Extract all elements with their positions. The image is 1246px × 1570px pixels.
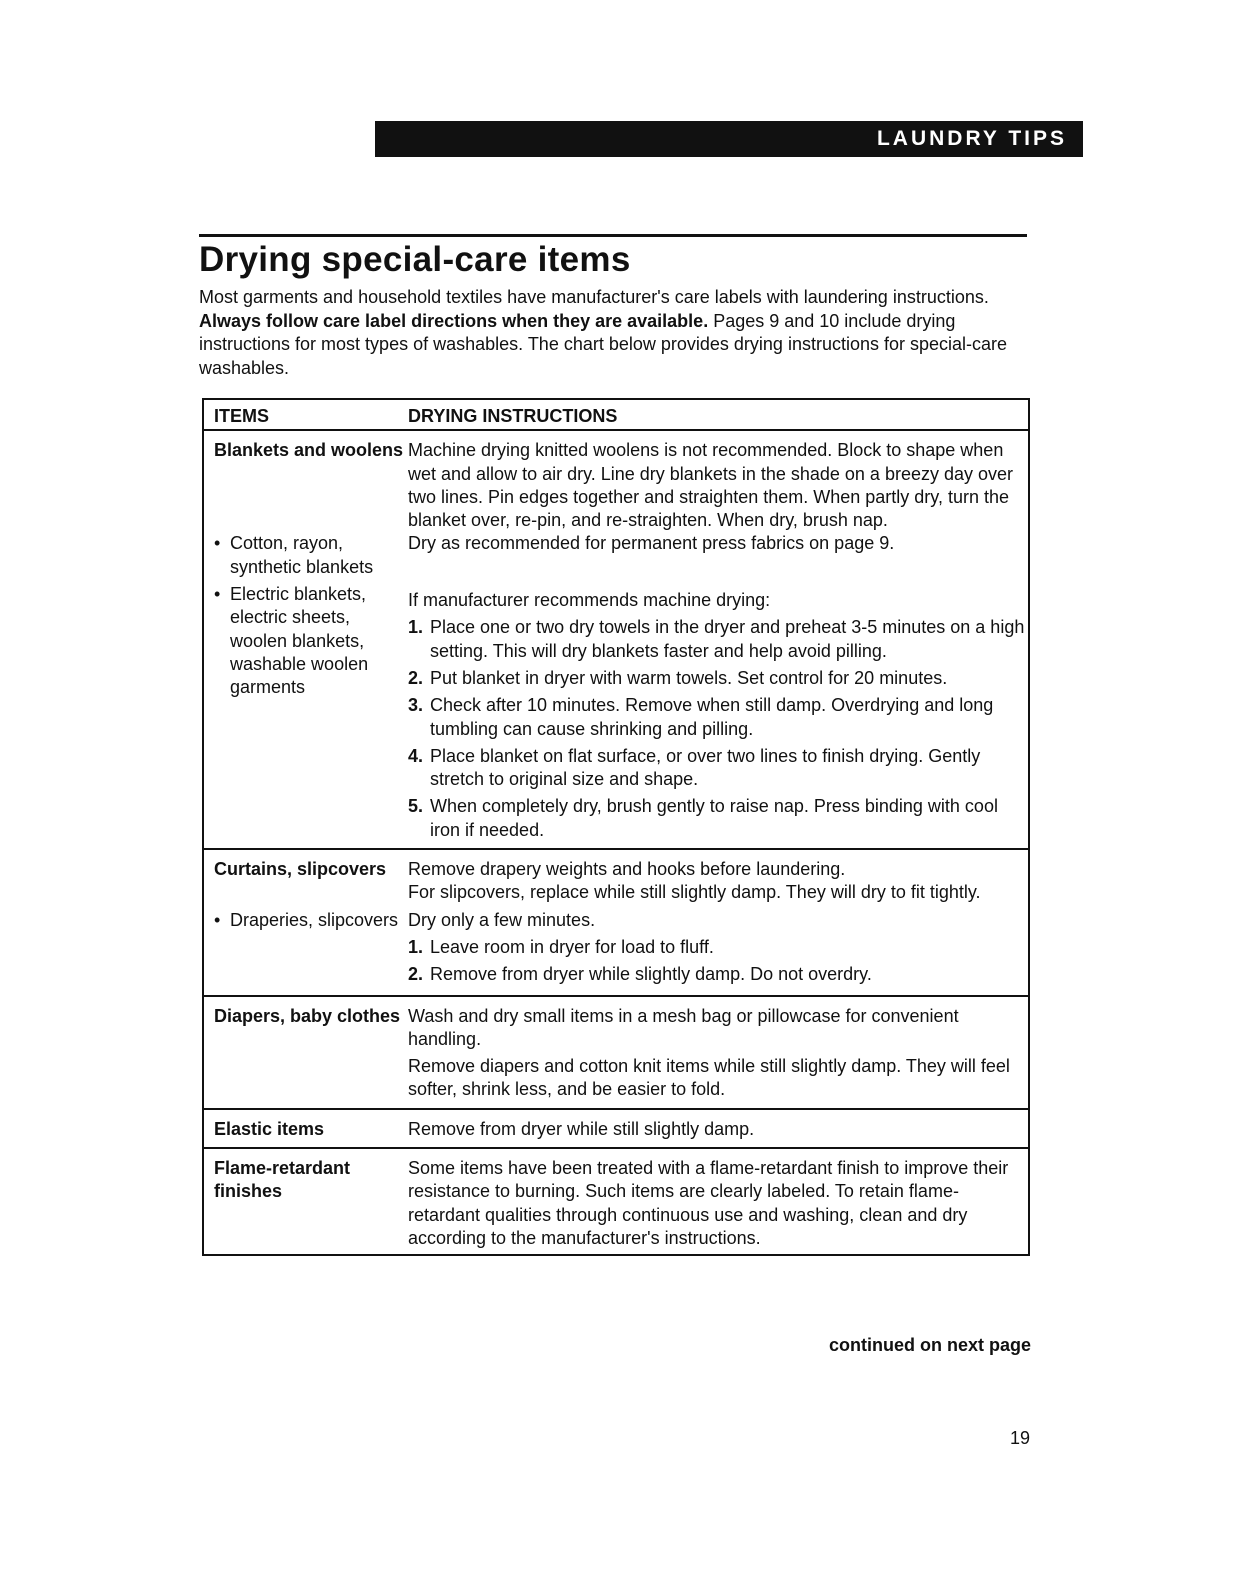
- table-row: [203, 430, 1029, 532]
- table-row: [203, 579, 1029, 849]
- section-header-label: LAUNDRY TIPS: [876, 127, 1067, 150]
- flame-retardant-instructions: Some items have been treated with a flame-retardant finish to improve their resistance to burning. Such items are clearly labeled. To retain flame-retardant qualities through continuous use and washing, clean and dry according to the manufacturer's instructions.: [408, 1158, 1009, 1248]
- cotton-blankets-instructions: Dry as recommended for permanent press fabrics on page 9.: [408, 533, 895, 554]
- item-draperies: Draperies, slipcovers: [230, 909, 399, 930]
- list-item: [214, 909, 408, 932]
- intro-bold-text: Always follow care label directions when they are available.: [199, 310, 709, 331]
- drying-instructions-table: [202, 398, 1030, 1256]
- item-title-diapers: Diapers, baby clothes: [214, 1005, 401, 1026]
- item-cotton-blankets: Cotton, rayon, synthetic blankets: [230, 533, 374, 577]
- intro-text-1: Most garments and household textiles have manufacturer's care labels with laundering instructions.: [199, 287, 989, 307]
- item-electric-blankets: Electric blankets, electric sheets, woolen blankets, washable woolen garments: [230, 584, 369, 698]
- list-item: 1. Place one or two dry towels in the dryer and preheat 3-5 minutes on a high setting. This will dry blankets faster and help avoid pilling.: [408, 617, 1025, 661]
- page-title: Drying special-care items: [199, 240, 631, 279]
- item-title-elastic: Elastic items: [214, 1118, 325, 1139]
- draperies-intro: Dry only a few minutes.: [408, 909, 596, 930]
- blankets-instructions: Machine drying knitted woolens is not recommended. Block to shape when wet and allow to air dry. Line dry blankets in the shade on a breezy day over two lines. Pin edges together and straighten them. When partly dry, turn the blanket over, re-pin, and re-straighten. When dry, brush nap.: [408, 440, 1014, 531]
- bullet-icon: •: [214, 909, 221, 930]
- list-item: 1. Leave room in dryer for load to fluff.: [408, 936, 714, 957]
- bullet-icon: •: [214, 584, 221, 605]
- list-item: 2. Remove from dryer while slightly damp. Do not overdry.: [408, 964, 872, 985]
- intro-text-2: Pages 9 and 10 include drying instructions for most types of washables. The chart below provides drying instructions for special-care washables.: [199, 310, 1008, 378]
- table-row: [203, 1109, 1029, 1148]
- list-item: 3. Check after 10 minutes. Remove when still damp. Overdrying and long tumbling can cause shrinking and pilling.: [408, 695, 994, 739]
- intro-paragraph: [199, 286, 1039, 380]
- diapers-instructions-1: Wash and dry small items in a mesh bag or pillowcase for convenient handling.: [408, 1005, 959, 1049]
- table-header-row: [203, 399, 1029, 430]
- item-title-flame-retardant: Flame-retardant finishes: [214, 1158, 351, 1202]
- list-item: 2. Put blanket in dryer with warm towels. Set control for 20 minutes.: [408, 667, 948, 688]
- items-column-header: ITEMS: [203, 399, 408, 430]
- instructions-column-header: DRYING INSTRUCTIONS: [408, 399, 1029, 430]
- bullet-icon: •: [214, 533, 221, 554]
- list-item: 5. When completely dry, brush gently to raise nap. Press binding with cool iron if needed.: [408, 796, 998, 840]
- table-row: [203, 905, 1029, 996]
- continued-note: continued on next page: [828, 1335, 1031, 1355]
- page-number: 19: [1009, 1428, 1030, 1448]
- item-title-blankets: Blankets and woolens: [214, 440, 404, 461]
- table-row: [203, 996, 1029, 1109]
- section-header-bar: [375, 121, 1083, 157]
- curtains-instructions-1: Remove drapery weights and hooks before laundering.: [408, 859, 846, 880]
- table-row: [203, 849, 1029, 905]
- curtains-instructions-2: For slipcovers, replace while still slightly damp. They will dry to fit tightly.: [408, 882, 981, 903]
- table-row: [203, 1148, 1029, 1255]
- table-row: [203, 532, 1029, 579]
- diapers-instructions-2: Remove diapers and cotton knit items while still slightly damp. They will feel softer, shrink less, and be easier to fold.: [408, 1056, 1010, 1100]
- elastic-instructions: Remove from dryer while still slightly damp.: [408, 1118, 755, 1139]
- list-item: [214, 532, 408, 579]
- list-item: [214, 583, 408, 699]
- electric-blankets-intro: If manufacturer recommends machine drying:: [408, 590, 771, 611]
- title-rule: [199, 234, 1027, 237]
- list-item: 4. Place blanket on flat surface, or over two lines to finish drying. Gently stretch to original size and shape.: [408, 745, 981, 790]
- item-title-curtains: Curtains, slipcovers: [214, 859, 387, 880]
